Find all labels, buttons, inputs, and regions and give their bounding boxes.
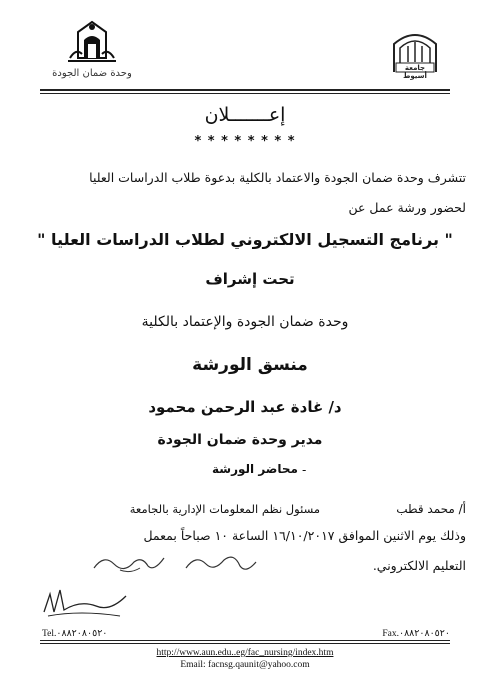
coordinator-name: د/ غادة عبد الرحمن محمود bbox=[148, 398, 342, 416]
header-rule-bottom bbox=[40, 93, 450, 94]
announcement-heading: إعـــــــلان bbox=[204, 104, 286, 126]
footer-email[interactable]: Email: facnsg.qaunit@yahoo.com bbox=[180, 660, 310, 670]
university-logo-text: جامعة أسيوط bbox=[403, 64, 427, 80]
lecturer-label: محاضر الورشة bbox=[212, 462, 298, 476]
signature-1 bbox=[90, 548, 170, 578]
coordinator-label: منسق الورشة bbox=[192, 355, 308, 375]
quality-unit-logo-icon bbox=[62, 18, 122, 66]
header-rule-top bbox=[40, 89, 450, 91]
signature-2-icon bbox=[180, 550, 260, 580]
lecturer-name: أ/ محمد قطب bbox=[396, 502, 466, 516]
intro-line-2: لحضور ورشة عمل عن bbox=[348, 200, 466, 215]
logo-caption: وحدة ضمان الجودة bbox=[52, 68, 132, 79]
supervision-label: تحت إشراف bbox=[205, 270, 295, 288]
signature-2 bbox=[180, 550, 260, 580]
signature-3-icon bbox=[40, 582, 130, 622]
date-line: وذلك يوم الاثنين الموافق ١٦/١٠/٢٠١٧ الساعة ١٠ صباحاً بمعمل bbox=[143, 528, 466, 543]
footer-url[interactable]: http://www.aun.edu..eg/fac_nursing/index.htm bbox=[156, 648, 334, 658]
program-title: " برنامج التسجيل الالكتروني لطلاب الدراسات العليا " bbox=[37, 230, 453, 249]
quality-unit-logo bbox=[62, 18, 122, 66]
location-line: التعليم الالكتروني. bbox=[372, 558, 466, 573]
heading-stars: * * * * * * * * bbox=[194, 134, 296, 149]
coordinator-title: مدير وحدة ضمان الجودة bbox=[157, 432, 323, 448]
intro-line-1: تتشرف وحدة ضمان الجودة والاعتماد بالكلية بدعوة طلاب الدراسات العليا bbox=[89, 170, 466, 185]
footer-tel: Tel.٠٨٨٢٠٨٠٥٢٠ bbox=[42, 629, 108, 639]
lecturer-bullet-icon: - bbox=[302, 463, 307, 477]
supervising-unit: وحدة ضمان الجودة والإعتماد بالكلية bbox=[141, 314, 349, 330]
footer-rule-bottom bbox=[40, 643, 450, 644]
signature-3 bbox=[40, 582, 130, 622]
footer-rule-top bbox=[40, 640, 450, 641]
lecturer-role: مسئول نظم المعلومات الإدارية بالجامعة bbox=[129, 502, 320, 516]
footer-fax: Fax.٠٨٨٢٠٨٠٥٢٠ bbox=[382, 629, 450, 639]
signature-1-icon bbox=[90, 548, 170, 578]
